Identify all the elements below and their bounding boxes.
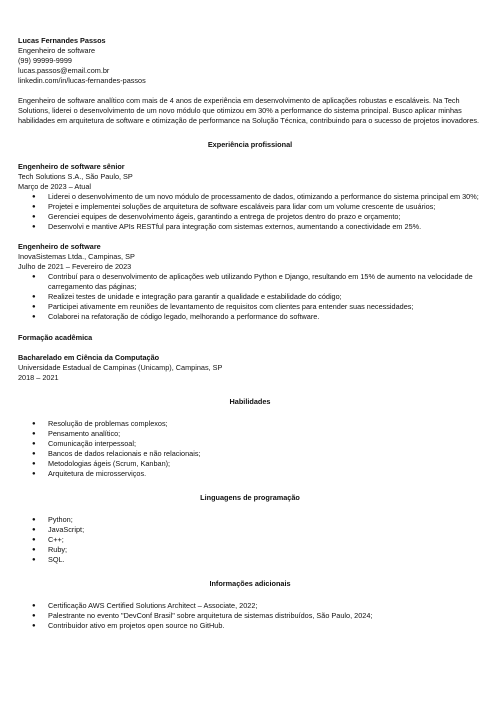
additional-section-title: Informações adicionais (209, 579, 291, 588)
experience-section-title: Experiência profissional (207, 140, 293, 149)
job-title: Engenheiro de software sênior (18, 162, 125, 171)
school-name: Universidade Estadual de Campinas (Unicamp), Campinas, SP (18, 363, 223, 372)
language-item: ● C++; (18, 535, 482, 545)
additional-item: ● Certificação AWS Certified Solutions Architect – Associate, 2022; (18, 601, 482, 611)
languages-section-title: Linguagens de programação (200, 493, 300, 502)
job-bullet: ● Liderei o desenvolvimento de um novo módulo de processamento de dados, otimizando a performance do sistema principal em 30%; (18, 192, 482, 202)
job-bullet: ● Colaborei na refatoração de código legado, melhorando a performance do software. (18, 312, 482, 322)
job-bullet: ● Projetei e implementei soluções de arquitetura de software escaláveis para lidar com um volume crescente de usuários; (18, 202, 482, 212)
linkedin-text: linkedin.com/in/lucas-fernandes-passos (18, 76, 146, 85)
skill-item: ● Arquitetura de microsserviços. (18, 469, 482, 479)
job-bullet: ● Participei ativamente em reuniões de levantamento de requisitos com clientes para entender suas necessidades; (18, 302, 482, 312)
education-entry (18, 353, 482, 383)
email-text: lucas.passos@email.com.br (18, 66, 110, 75)
languages-list (18, 515, 482, 565)
language-item: ● Python; (18, 515, 482, 525)
candidate-role: Engenheiro de software (18, 46, 96, 55)
language-item: ● Ruby; (18, 545, 482, 555)
education-period: 2018 – 2021 (18, 373, 59, 382)
job-title: Engenheiro de software (18, 242, 101, 251)
job-period: Março de 2023 – Atual (18, 182, 92, 191)
skill-item: ● Resolução de problemas complexos; (18, 419, 482, 429)
job-company: Tech Solutions S.A., São Paulo, SP (18, 172, 133, 181)
education-section-title: Formação acadêmica (18, 333, 93, 342)
skills-section-title: Habilidades (229, 397, 271, 406)
additional-list (18, 601, 482, 631)
skill-item: ● Pensamento analítico; (18, 429, 482, 439)
contact-header (18, 36, 482, 86)
phone-text: (99) 99999-9999 (18, 56, 72, 65)
job-entry (18, 242, 482, 322)
job-period: Julho de 2021 – Fevereiro de 2023 (18, 262, 132, 271)
job-bullets (18, 272, 482, 322)
degree-title: Bacharelado em Ciência da Computação (18, 353, 160, 362)
language-item: ● SQL. (18, 555, 482, 565)
skill-item: ● Bancos de dados relacionais e não relacionais; (18, 449, 482, 459)
job-bullet: ● Realizei testes de unidade e integração para garantir a qualidade e estabilidade do código; (18, 292, 482, 302)
skill-item: ● Metodologias ágeis (Scrum, Kanban); (18, 459, 482, 469)
language-item: ● JavaScript; (18, 525, 482, 535)
job-company: InovaSistemas Ltda., Campinas, SP (18, 252, 135, 261)
job-entry (18, 162, 482, 232)
additional-item: ● Contribuidor ativo em projetos open source no GitHub. (18, 621, 482, 631)
skill-item: ● Comunicação interpessoal; (18, 439, 482, 449)
job-bullets (18, 192, 482, 232)
candidate-name: Lucas Fernandes Passos (18, 36, 106, 45)
professional-summary: Engenheiro de software analítico com mais de 4 anos de experiência em desenvolvimento de aplicações robustas e escaláveis. Na Tech Solutions, liderei o desenvolvimento de um novo módulo que otimizou em 30% a performance do sistema principal. Busco aplicar minhas habilidades em arquitetura de software e otimização de performance na Solução Técnica, contribuindo para o sucesso de projetos inovadores. (18, 96, 480, 125)
job-bullet: ● Gerenciei equipes de desenvolvimento ágeis, garantindo a entrega de projetos dentro do prazo e orçamento; (18, 212, 482, 222)
job-bullet: ● Contribuí para o desenvolvimento de aplicações web utilizando Python e Django, resultando em 15% de aumento na velocidade de carregamento das páginas; (18, 272, 482, 292)
additional-item: ● Palestrante no evento "DevConf Brasil" sobre arquitetura de sistemas distribuídos, São Paulo, 2024; (18, 611, 482, 621)
job-bullet: ● Desenvolvi e mantive APIs RESTful para integração com sistemas externos, aumentando a conectividade em 25%. (18, 222, 482, 232)
skills-list (18, 419, 482, 479)
